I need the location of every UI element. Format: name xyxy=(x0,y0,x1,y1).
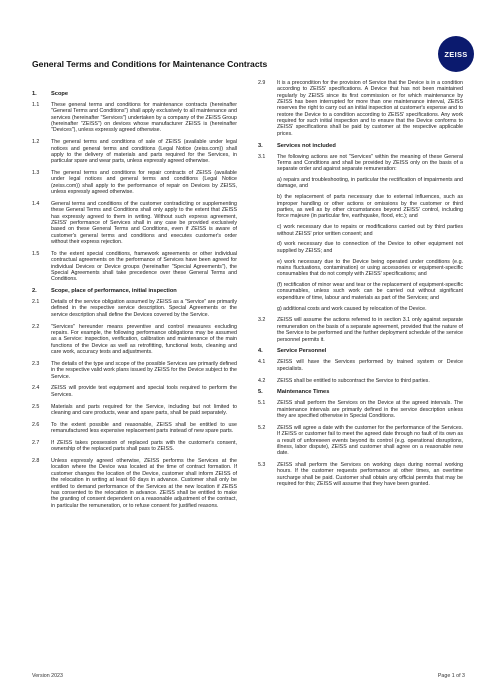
clause xyxy=(32,201,237,245)
clause-paragraph: b) the replacement of parts necessary due to external influences, such as improper handling or other actions or omissions by the customer or third parties, as well as by other circumstances beyond ZEISS' control, including force majeure (in particular fire, earthquake, flood, etc.); and xyxy=(277,194,463,220)
clause xyxy=(32,102,237,134)
section-title: Service Personnel xyxy=(277,348,327,355)
clause xyxy=(32,139,237,164)
clause-body xyxy=(51,422,237,435)
clause xyxy=(32,170,237,195)
section-title: Services not included xyxy=(277,142,336,149)
right-column xyxy=(258,80,463,493)
clause xyxy=(258,400,463,419)
clause-body xyxy=(277,462,463,487)
clause-number: 4.1 xyxy=(258,359,266,366)
clause-paragraph: These general terms and conditions for maintenance contracts (hereinafter "General Terms and Conditions") shall apply exclusively to all maintenance and services (hereinafter "Services") undertaken by a company of the ZEISS Group (hereinafter "ZEISS") on devices whose manufacturer ZEISS is (hereinafter "Devices"), unless expressly agreed otherwise. xyxy=(51,102,237,134)
clause-paragraph: The general terms and conditions of sale of ZEISS (available under legal notices and general terms and conditions (Legal Notice (zeiss.com)) shall apply to the delivery of materials and parts required for the Services, in particular spare and wear parts, unless expressly agreed otherwise. xyxy=(51,139,237,165)
clause-body xyxy=(51,361,237,380)
clause xyxy=(32,324,237,356)
clause-body xyxy=(277,359,463,372)
clause-paragraph: ZEISS will agree a date with the customer for the performance of the Services. If ZEISS or customer fail to meet the agreed date through no fault of its own as a result of unforeseen events beyond its control (e.g. operational disruptions, illness, labor dispute), ZEISS and customer shall agree on a reasonable new date. xyxy=(277,424,463,457)
clause-number: 5.3 xyxy=(258,462,266,469)
clause xyxy=(258,378,463,384)
clause-body xyxy=(51,201,237,245)
left-column xyxy=(32,86,237,514)
section-title: Scope, place of performance, initial inspection xyxy=(51,288,177,295)
section-number: 5. xyxy=(258,389,263,396)
clause xyxy=(32,251,237,283)
clause-paragraph: (f) rectification of minor wear and tear or the replacement of equipment-specific consumables, unless such work can be carried out without significant expenditure of time, labour and materials as part of the Services; and xyxy=(277,282,463,301)
clause-number: 1.5 xyxy=(32,250,40,257)
clause-number: 2.2 xyxy=(32,323,40,330)
footer-page-number: Page 1 of 3 xyxy=(437,673,465,679)
clause-paragraph: ZEISS shall be entitled to subcontract the Service to third parties. xyxy=(277,377,430,384)
clause xyxy=(32,385,237,398)
clause-body xyxy=(51,324,237,356)
document-title: General Terms and Conditions for Maintenance Contracts xyxy=(32,59,268,69)
clause xyxy=(32,361,237,380)
clause-paragraph: Materials and parts required for the Service, including but not limited to cleaning and care products, wear and spare parts, shall be paid separately. xyxy=(51,403,237,416)
clause-body xyxy=(51,102,237,134)
section-number: 2. xyxy=(32,288,37,295)
clause-paragraph: General terms and conditions of the customer contradicting or supplementing these General Terms and Conditions shall only apply to the extent that ZEISS has expressly agreed to them in writing. Without such express agreement, ZEISS' performance of Services shall in any case be provided exclusively based on these General Terms and Conditions, even if ZEISS is aware of customer's general terms and conditions and executes customer's order without their express rejection. xyxy=(51,200,237,246)
clause-paragraph: a) repairs and troubleshooting, in particular the rectification of impairments and damage, and xyxy=(277,177,463,190)
clause xyxy=(32,299,237,318)
clause-number: 3.2 xyxy=(258,317,266,324)
clause-number: 5.1 xyxy=(258,400,266,407)
clause-paragraph: e) work necessary due to the Device being operated under conditions (e.g. mains fluctuations, contamination) or using accessories or equipment-specific consumables that do not comply with ZEISS' specifications; and xyxy=(277,258,463,278)
clause-number: 1.4 xyxy=(32,200,40,207)
section-title: Maintenance Times xyxy=(277,389,330,396)
section-heading xyxy=(258,348,463,354)
clause-paragraph: To the extent special conditions, framework agreements or other individual contractual agreements on the performance of Services have been agreed for individual Devices or Device groups (hereinafter "Special Agreements"), the Special Agreements shall take precedence over these General Terms and Conditions. xyxy=(51,250,237,283)
clause-body xyxy=(51,139,237,164)
clause-number: 2.6 xyxy=(32,421,40,428)
section-number: 3. xyxy=(258,142,263,149)
clause-paragraph: Unless expressly agreed otherwise, ZEISS performs the Services at the location where the Device was located at the time of contract formation. If customer changes the location of the Device, customer shall inform ZEISS of the relocation in writing at least 60 days in advance. Customer shall only be entitled to demand performance of the Services at the new location if ZEISS has consented to the relocation in advance. ZEISS shall be entitled to make the granting of consent dependent on a reasonable adjustment of the contract, in particular the remuneration, or to refuse consent for justified reasons. xyxy=(51,458,237,509)
clause-body xyxy=(51,385,237,398)
clause xyxy=(258,359,463,372)
clause-paragraph: d) work necessary due to connection of the Device to other equipment not supplied by ZEISS; and xyxy=(277,241,463,254)
clause-body xyxy=(51,170,237,195)
clause-body xyxy=(277,317,463,342)
section-number: 4. xyxy=(258,348,263,355)
clause-paragraph: ZEISS will have the Services performed by trained system or Device specialists. xyxy=(277,359,463,372)
clause-number: 2.8 xyxy=(32,458,40,465)
section-title: Scope xyxy=(51,91,69,97)
clause-paragraph: c) work necessary due to repairs or modifications carried out by third parties without ZEISS' prior written consent; and xyxy=(277,224,463,237)
clause-number: 5.2 xyxy=(258,424,266,431)
clause-paragraph: ZEISS shall perform the Services on working days during normal working hours. If the customer requests performance at other times, an overtime surcharge shall be paid. Customer shall obtain any official permits that may be required for this; ZEISS will assume that they have been granted. xyxy=(277,462,463,488)
clause-number: 2.7 xyxy=(32,439,40,446)
clause-body xyxy=(51,404,237,417)
clause-paragraph: It is a precondition for the provision of Service that the Device is in a condition according to ZEISS' specifications. A Device that has not been maintained regularly by ZEISS since its first commission or for which maintenance by ZEISS has been interrupted for more than one maintenance interval, ZEISS reserves the right to carry out an initial inspection at customer's expense and to restore the Device to a condition according to ZEISS' specifications. Any work required for such initial inspection and to ensure that the Device conforms to ZEISS' specifications shall be paid by customer at the respective applicable prices. xyxy=(277,80,463,137)
clause-number: 1.1 xyxy=(32,102,40,108)
clause-paragraph: ZEISS shall perform the Services on the Device at the agreed intervals. The maintenance intervals are primarily defined in the service description unless they are specified otherwise in Special Conditions. xyxy=(277,400,463,420)
section-heading xyxy=(258,389,463,395)
clause-body xyxy=(277,154,463,312)
clause-number: 2.4 xyxy=(32,385,40,392)
clause-body xyxy=(51,440,237,453)
clause-paragraph: The details of the type and scope of the possible Services are primarily defined in the respective valid work plans issued by ZEISS for the Device subject to the Service. xyxy=(51,360,237,380)
clause-paragraph: Details of the service obligation assumed by ZEISS as a "Service" are primarily defined in the respective service description. Special Agreements or the service description shall define the Devices covered by the Service. xyxy=(51,299,237,318)
section-heading xyxy=(32,91,237,97)
clause-body xyxy=(277,378,463,384)
clause-paragraph: The general terms and conditions for repair contracts of ZEISS (available under legal notices and general terms and conditions (Legal Notice (zeiss.com)) shall apply to the performance of repair on Devices by ZEISS, unless expressly agreed otherwise. xyxy=(51,170,237,196)
clause-number: 2.9 xyxy=(258,80,266,86)
clause-body xyxy=(277,400,463,419)
section-heading xyxy=(32,288,237,294)
section-heading xyxy=(258,143,463,149)
clause-number: 3.1 xyxy=(258,153,266,160)
clause-paragraph: The following actions are not "Services" within the meaning of these General Terms and Conditions and shall be provided by ZEISS only on the basis of a separate order and against separate remuneration: xyxy=(277,153,463,173)
clause xyxy=(258,462,463,487)
clause xyxy=(258,317,463,342)
clause-paragraph: To the extent possible and reasonable, ZEISS shall be entitled to use remanufactured less expensive replacement parts instead of new spare parts. xyxy=(51,421,237,435)
clause-paragraph: g) additional costs and work caused by relocation of the Device. xyxy=(277,305,427,312)
clause-paragraph: "Services" hereunder means preventive and control measures excluding repairs. For example, the following performance obligations may be assumed as a Service: inspection, verification, calibration and maintenance of the main functions of the Device as well as retrofitting, functional tests, cleaning and care work, accuracy tests and adjustments. xyxy=(51,323,237,355)
clause-number: 4.2 xyxy=(258,377,266,384)
section-number: 1. xyxy=(32,91,37,97)
clause-number: 2.3 xyxy=(32,360,40,367)
clause-body xyxy=(277,425,463,457)
clause xyxy=(258,425,463,457)
clause xyxy=(32,458,237,509)
footer-version: Version 2023 xyxy=(32,673,63,679)
clause-number: 2.1 xyxy=(32,299,40,306)
zeiss-logo: ZEISS xyxy=(438,36,474,72)
clause-body xyxy=(277,80,463,137)
clause-paragraph: If ZEISS takes possession of replaced parts with the customer's consent, ownership of the replaced parts shall pass to ZEISS. xyxy=(51,439,237,453)
clause-number: 2.5 xyxy=(32,403,40,410)
clause-body xyxy=(51,458,237,509)
clause-body xyxy=(51,299,237,318)
clause-paragraph: ZEISS will assume the actions referred to in section 3.1 only against separate remuneration on the basis of a separate agreement, provided that the nature of the Service to be performed and the further deployment schedule of the service personnel permits it. xyxy=(277,317,463,343)
clause xyxy=(258,154,463,312)
clause-number: 1.3 xyxy=(32,170,40,177)
clause-body xyxy=(51,251,237,283)
clause-number: 1.2 xyxy=(32,139,40,146)
clause xyxy=(258,80,463,137)
clause xyxy=(32,404,237,417)
clause xyxy=(32,422,237,435)
clause xyxy=(32,440,237,453)
clause-paragraph: ZEISS will provide test equipment and special tools required to perform the Services. xyxy=(51,385,237,398)
